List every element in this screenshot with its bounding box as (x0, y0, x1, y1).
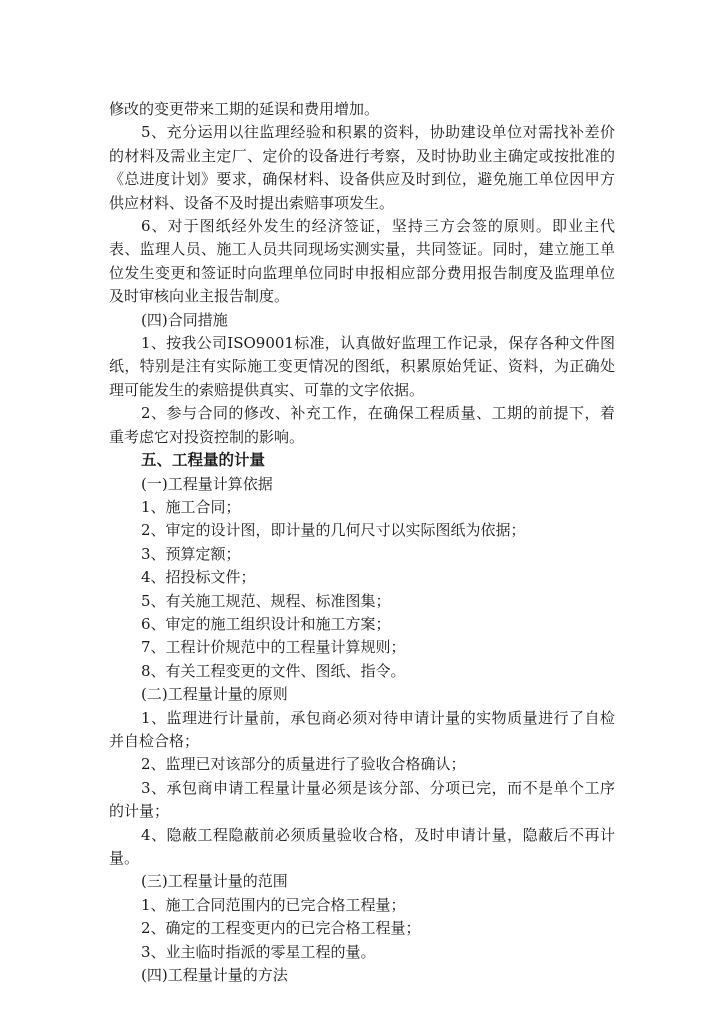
section-heading-quantity-measurement: 五、工程量的计量 (141, 451, 266, 470)
list-item: 6、审定的施工组织设计和施工方案； (141, 614, 391, 633)
subheading-calculation-basis: (一)工程量计算依据 (141, 474, 273, 493)
list-item: 8、有关工程变更的文件、图纸、指令。 (141, 661, 406, 680)
paragraph-contract-2: 2、参与合同的修改、补充工作，在确保工程质量、工期的前提下，着重考虑它对投资控制的影响。 (109, 404, 615, 446)
list-item: 1、监理进行计量前，承包商必须对待申请计量的实物质量进行了自检并自检合格； (109, 708, 615, 750)
paragraph-contract-1: 1、按我公司ISO9001标准，认真做好监理工作记录，保存各种文件图纸，特别是注有实际施工变更情况的图纸，积累原始凭证、资料，为正确处理可能发生的索赔提供真实、可靠的文字依据。 (109, 334, 615, 399)
paragraph-item-5: 5、充分运用以往监理经验和积累的资料，协助建设单位对需找补差价的材料及需业主定厂、定价的设备进行考察，及时协助业主确定或按批准的《总进度计划》要求，确保材料、设备供应及时到位，避免施工单位因甲方供应材料、设备不及时提出索赔事项发生。 (109, 123, 615, 212)
list-item: 7、工程计价规范中的工程量计算规则； (141, 638, 406, 657)
paragraph-item-6: 6、对于图纸经外发生的经济签证，坚持三方会签的原则。即业主代表、监理人员、施工人员共同现场实测实量，共同签证。同时，建立施工单位发生变更和签证时向监理单位同时申报相应部分费用报告制度及监理单位及时审核向业主报告制度。 (109, 217, 615, 306)
list-item: 4、隐蔽工程隐蔽前必须质量验收合格，及时申请计量，隐蔽后不再计量。 (109, 825, 615, 867)
list-item: 2、审定的设计图，即计量的几何尺寸以实际图纸为依据； (141, 521, 526, 540)
subheading-contract-measures: (四)合同措施 (141, 310, 228, 329)
list-item: 5、有关施工规范、规程、标准图集； (141, 591, 391, 610)
list-item: 1、施工合同； (141, 497, 241, 516)
paragraph-continuation: 修改的变更带来工期的延误和费用增加。 (109, 100, 380, 118)
subheading-measurement-method: (四)工程量计量的方法 (141, 966, 288, 985)
list-item: 1、施工合同范围内的已完合格工程量； (141, 895, 406, 914)
subheading-measurement-scope: (三)工程量计量的范围 (141, 872, 288, 891)
list-item: 2、确定的工程变更内的已完合格工程量； (141, 919, 421, 938)
list-item: 3、承包商申请工程量计量必须是该分部、分项已完，而不是单个工序的计量； (109, 778, 615, 821)
document-body (109, 98, 615, 987)
list-item: 4、招投标文件； (141, 568, 256, 587)
list-item: 3、预算定额； (141, 544, 241, 563)
list-item: 3、业主临时指派的零星工程的量。 (141, 942, 376, 961)
subheading-measurement-principles: (二)工程量计量的原则 (141, 685, 288, 704)
list-item: 2、监理已对该部分的质量进行了验收合格确认； (141, 755, 466, 774)
